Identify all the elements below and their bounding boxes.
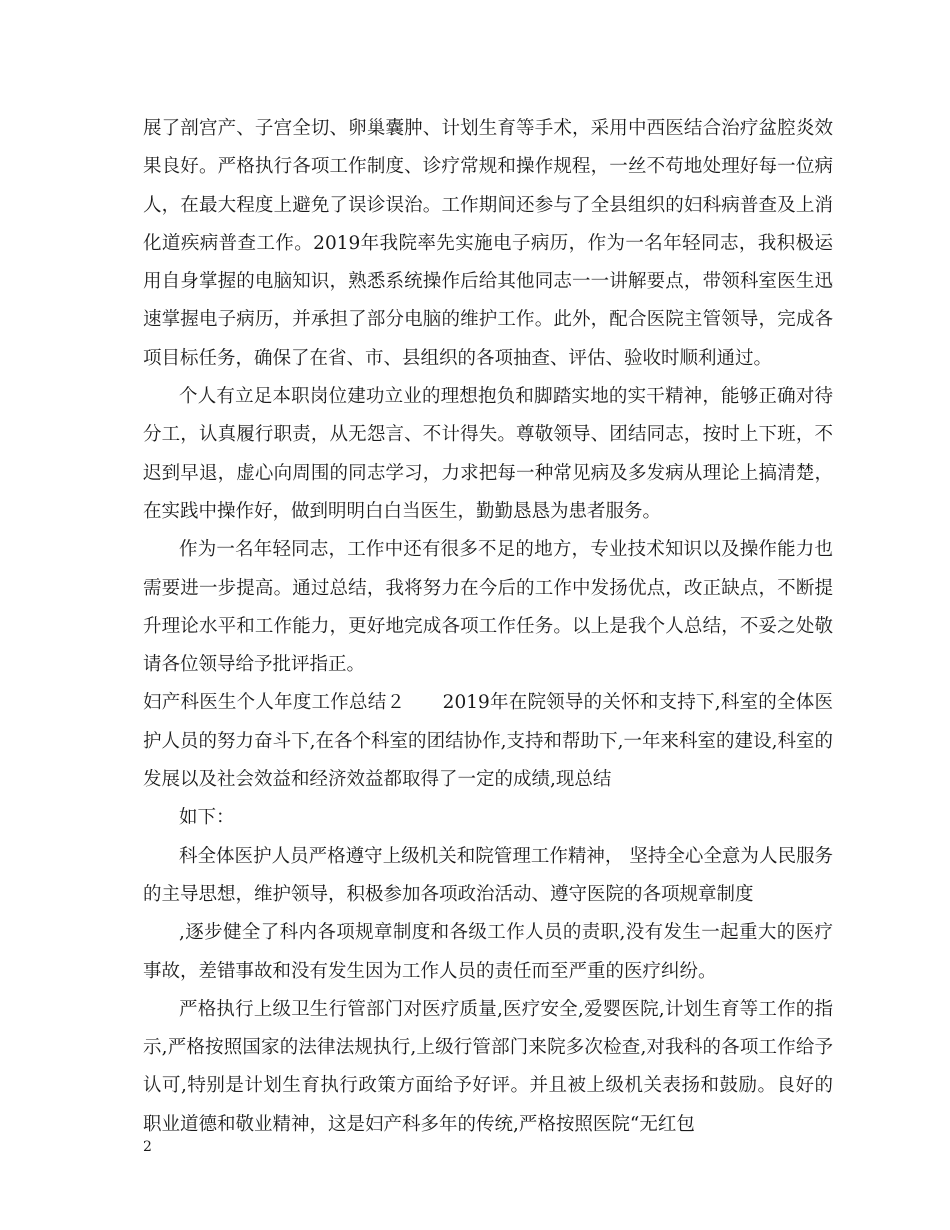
document-body — [143, 110, 833, 1144]
paragraph-7: ,逐步健全了科内各项规章制度和各级工作人员的责职,没有发生一起重大的医疗事故，差错事故和没有发生因为工作人员的责任而至严重的医疗纠纷。 — [143, 922, 833, 982]
paragraph-1: 展了剖宫产、子宫全切、卵巢囊肿、计划生育等手术，采用中西医结合治疗盆腔炎效果良好。严格执行各项工作制度、诊疗常规和操作规程，一丝不苟地处理好每一位病人，在最大程度上避免了误诊误治。工作期间还参与了全县组织的妇科病普查及上消化道疾病普查工作。2019年我院率先实施电子病历，作为一名年轻同志，我积极运用自身掌握的电脑知识，熟悉系统操作后给其他同志一一讲解要点，带领科室医生迅速掌握电子病历，并承担了部分电脑的维护工作。此外，配合医院主管领导，完成各项目标任务，确保了在省、市、县组织的各项抽查、评估、验收时顺利通过。 — [143, 118, 833, 369]
paragraph-3: 作为一名年轻同志，工作中还有很多不足的地方，专业技术知识以及操作能力也需要进一步提高。通过总结，我将努力在今后的工作中发扬优点，改正缺点，不断提升理论水平和工作能力，更好地完成各项工作任务。以上是我个人总结，不妥之处敬请各位领导给予批评指正。 — [143, 539, 833, 676]
paragraph-8: 严格执行上级卫生行管部门对医疗质量,医疗安全,爱婴医院,计划生育等工作的指示,严格按照国家的法律法规执行,上级行管部门来院多次检查,对我科的各项工作给予认可,特别是计划生育执行政策方面给予好评。并且被上级机关表扬和鼓励。良好的职业道德和敬业精神，这是妇产科多年的传统,严格按照医院“无红包 — [143, 998, 833, 1135]
paragraph-4-heading: 妇产科医生个人年度工作总结２ 2019年在院领导的关怀和支持下,科室的全体医护人员的努力奋斗下,在各个科室的团结协作,支持和帮助下,一年来科室的建设,科室的发展以及社会效益和经济效益都取得了一定的成绩,现总结 — [143, 692, 833, 791]
paragraph-6: 科全体医护人员严格遵守上级机关和院管理工作精神， 坚持全心全意为人民服务的主导思想，维护领导，积极参加各项政治活动、遵守医院的各项规章制度 — [143, 845, 833, 905]
page-number: 2 — [143, 1139, 152, 1155]
paragraph-5: 如下： — [179, 807, 235, 829]
paragraph-2: 个人有立足本职岗位建功立业的理想抱负和脚踏实地的实干精神，能够正确对待分工，认真履行职责，从无怨言、不计得失。尊敬领导、团结同志，按时上下班，不迟到早退，虚心向周围的同志学习，力求把每一种常见病及多发病从理论上搞清楚，在实践中操作好，做到明明白白当医生，勤勤恳恳为患者服务。 — [143, 386, 833, 522]
